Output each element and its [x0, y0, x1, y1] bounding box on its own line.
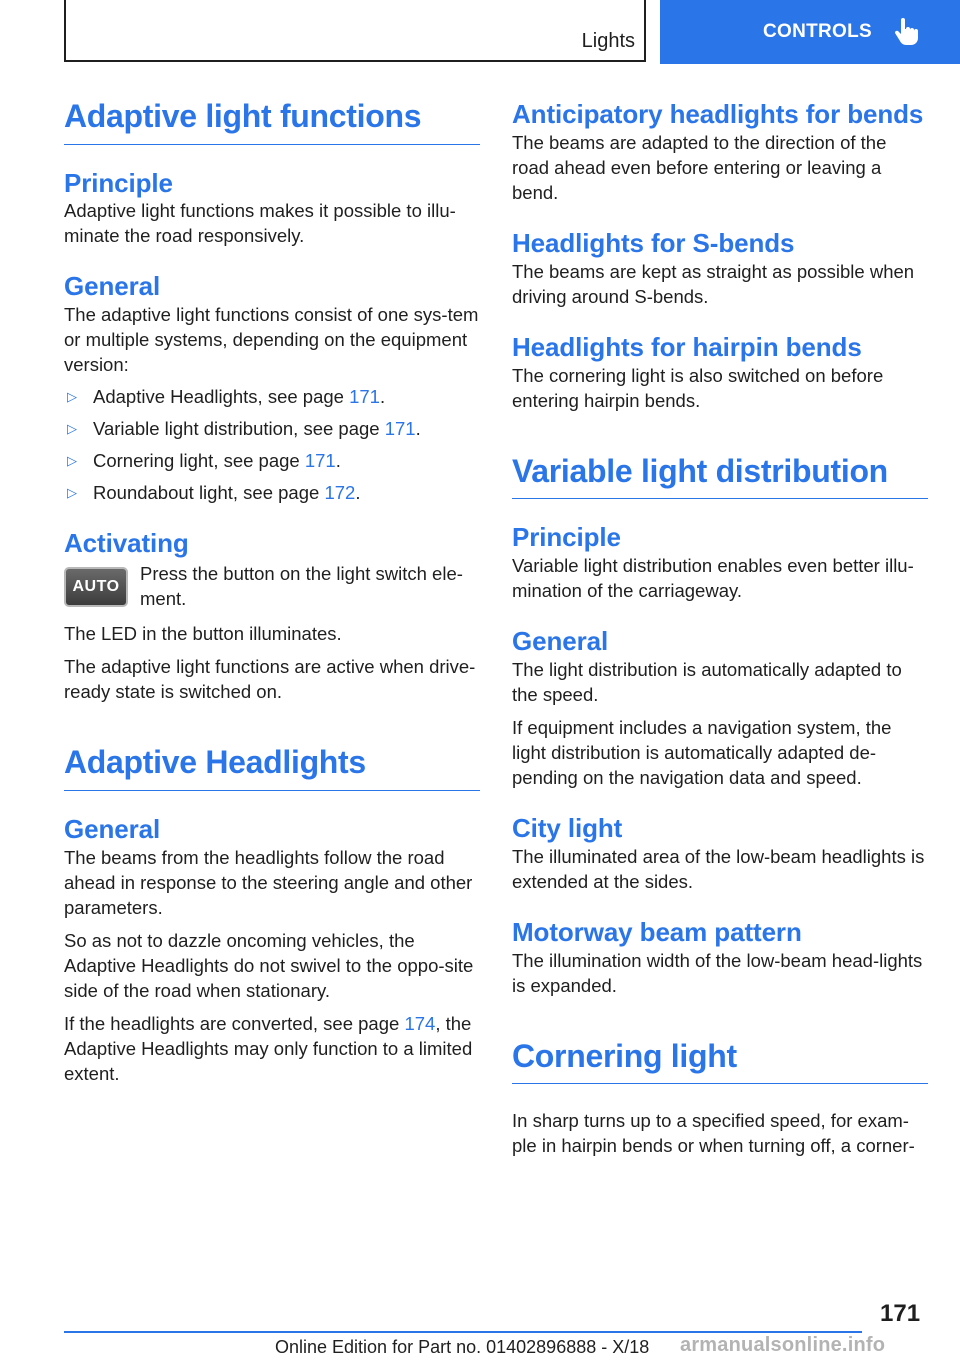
city-light-text: The illuminated area of the low-beam headlights is extended at the sides.: [512, 845, 925, 892]
bullet-triangle-icon: ▷: [67, 421, 77, 437]
page-link[interactable]: 172: [324, 482, 356, 504]
general-text: The adaptive light functions consist of one sys-tem or multiple systems, depending on the equipment version:: [64, 304, 479, 376]
bullet-triangle-icon: ▷: [67, 389, 77, 405]
principle-heading: Principle: [64, 167, 173, 198]
bullet-text: Cornering light, see page: [93, 450, 305, 472]
watermark-text: armanualsonline.info: [680, 1334, 886, 1356]
header-frame: [64, 0, 646, 62]
principle-text: Adaptive light functions makes it possible to illu-minate the road responsively.: [64, 200, 456, 247]
active-text: The adaptive light functions are active when drive-ready state is switched on.: [64, 656, 476, 703]
variable-principle-heading: Principle: [512, 522, 621, 553]
right-column: [512, 100, 928, 1158]
anticipatory-heading: Anticipatory headlights for bends: [512, 99, 924, 129]
variable-general-p1: The light distribution is automatically adapted to the speed.: [512, 659, 902, 706]
anticipatory-text: The beams are adapted to the direction of the road ahead even before entering or leaving a bend.: [512, 131, 887, 203]
activating-row: [64, 561, 480, 611]
headlights-p3-text-end: , the Adaptive Headlights may only function to a limited extent.: [64, 1012, 473, 1084]
bullet-item: [64, 448, 480, 473]
headlights-paragraph-1: The beams from the headlights follow the road ahead in response to the steering angle and other parameters.: [64, 846, 473, 918]
headlights-general-heading: General: [64, 813, 161, 844]
header-chapter-tab: [660, 0, 960, 64]
bullet-end: .: [355, 482, 361, 504]
bullet-end: .: [379, 386, 386, 408]
bullet-text: Variable light distribution, see page: [93, 418, 385, 440]
bullet-item: [64, 480, 480, 505]
cornering-light-text: In sharp turns up to a specified speed, for exam-ple in hairpin bends or when turning off, a corner-: [512, 1110, 915, 1157]
sbends-text: The beams are kept as straight as possible when driving around S-bends.: [512, 260, 915, 307]
header-chapter-label: CONTROLS: [762, 21, 872, 42]
bullet-text: Adaptive Headlights, see page: [93, 386, 350, 408]
motorway-heading: Motorway beam pattern: [512, 916, 802, 947]
bullet-item: [64, 416, 480, 441]
variable-light-distribution-title: Variable light distribution: [512, 455, 928, 500]
city-light-heading: City light: [512, 813, 623, 844]
bullet-triangle-icon: ▷: [67, 485, 77, 501]
header-section-title: Lights: [581, 30, 635, 52]
headlights-paragraph-3: [64, 1011, 480, 1086]
hairpin-heading: Headlights for hairpin bends: [512, 331, 862, 362]
bullet-end: .: [335, 450, 341, 472]
activating-text: Press the button on the light switch ele-ment.: [140, 563, 463, 610]
bullet-item: [64, 384, 480, 409]
activating-heading: Activating: [64, 528, 189, 559]
page-number: 171: [880, 1300, 921, 1327]
motorway-text: The illumination width of the low-beam head-lights is expanded.: [512, 949, 923, 996]
bullet-triangle-icon: ▷: [67, 453, 77, 469]
adaptive-headlights-title: Adaptive Headlights: [64, 746, 480, 791]
bullet-text: Roundabout light, see page: [93, 482, 325, 504]
auto-button-icon: AUTO: [64, 567, 128, 607]
variable-principle-text: Variable light distribution enables even better illu-mination of the carriageway.: [512, 555, 914, 602]
left-column: [64, 100, 480, 1086]
headlights-paragraph-2: So as not to dazzle oncoming vehicles, the Adaptive Headlights do not swivel to the oppo-site side of the road when stationary.: [64, 929, 474, 1001]
sbends-heading: Headlights for S-bends: [512, 227, 795, 258]
headlights-p3-text: If the headlights are converted, see page: [64, 1012, 405, 1034]
page-link[interactable]: 171: [304, 450, 336, 472]
page-link[interactable]: 171: [384, 418, 416, 440]
led-text: The LED in the button illuminates.: [64, 623, 342, 645]
adaptive-light-functions-title: Adaptive light functions: [64, 100, 480, 145]
cornering-light-title: Cornering light: [512, 1040, 928, 1085]
page-link[interactable]: 174: [404, 1012, 436, 1034]
footer-edition-text: Online Edition for Part no. 01402896888 - X/18: [275, 1337, 650, 1357]
footer-divider: [64, 1331, 862, 1333]
page-link[interactable]: 171: [349, 386, 380, 408]
variable-general-p2: If equipment includes a navigation system, the light distribution is automatically adapted de-pending on the navigation data and speed.: [512, 717, 892, 789]
variable-general-heading: General: [512, 626, 609, 657]
bullet-end: .: [415, 418, 421, 440]
hairpin-text: The cornering light is also switched on before entering hairpin bends.: [512, 364, 884, 411]
general-heading: General: [64, 271, 161, 302]
pointing-hand-icon: [890, 17, 920, 47]
